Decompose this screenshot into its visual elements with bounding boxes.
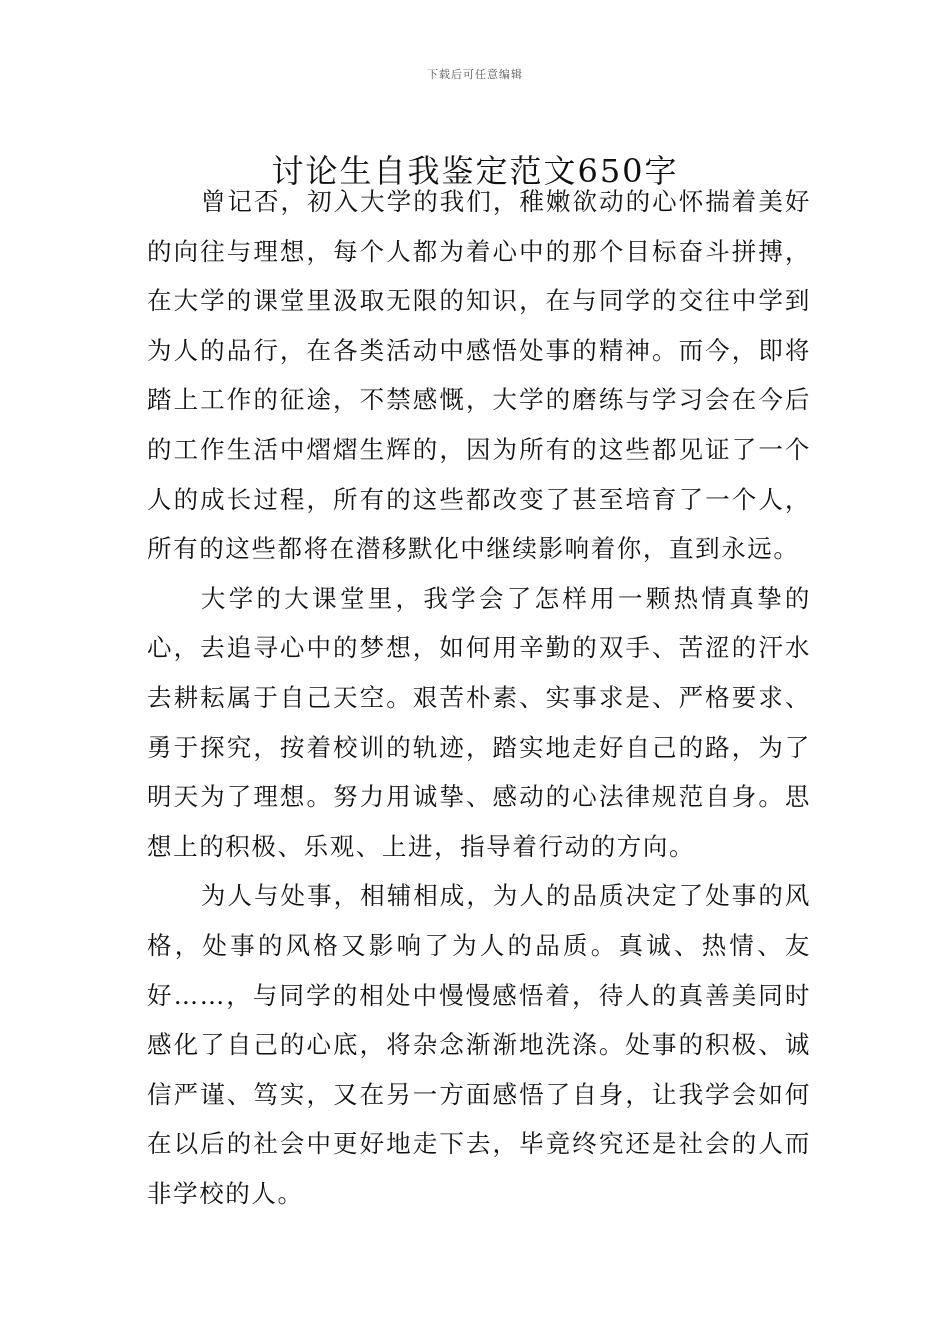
header-note: 下载后可任意编辑	[427, 68, 523, 81]
paragraph: 为人与处事，相辅相成，为人的品质决定了处事的风格，处事的风格又影响了为人的品质。真诚、热情、友好……，与同学的相处中慢慢感悟着，待人的真善美同时感化了自己的心底，将杂念渐渐地洗涤。处事的积极、诚信严谨、笃实，又在另一方面感悟了自身，让我学会如何在以后的社会中更好地走下去，毕竟终究还是社会的人而非学校的人。	[147, 881, 811, 1208]
document-title: 讨论生自我鉴定范文650字	[271, 152, 679, 191]
paragraph: 大学的大课堂里，我学会了怎样用一颗热情真挚的心，去追寻心中的梦想，如何用辛勤的双手、苦涩的汗水去耕耘属于自己天空。艰苦朴素、实事求是、严格要求、勇于探究，按着校训的轨迹，踏实地走好自己的路，为了明天为了理想。努力用诚挚、感动的心法律规范自身。思想上的积极、乐观、上进，指导着行动的方向。	[147, 583, 811, 861]
paragraph: 曾记否，初入大学的我们，稚嫩欲动的心怀揣着美好的向往与理想，每个人都为着心中的那个目标奋斗拼搏，在大学的课堂里汲取无限的知识，在与同学的交往中学到为人的品行，在各类活动中感悟处事的精神。而今，即将踏上工作的征途，不禁感慨，大学的磨练与学习会在今后的工作生活中熠熠生辉的，因为所有的这些都见证了一个人的成长过程，所有的这些都改变了甚至培育了一个人，所有的这些都将在潜移默化中继续影响着你，直到永远。	[147, 187, 811, 564]
document-body	[147, 177, 811, 1218]
